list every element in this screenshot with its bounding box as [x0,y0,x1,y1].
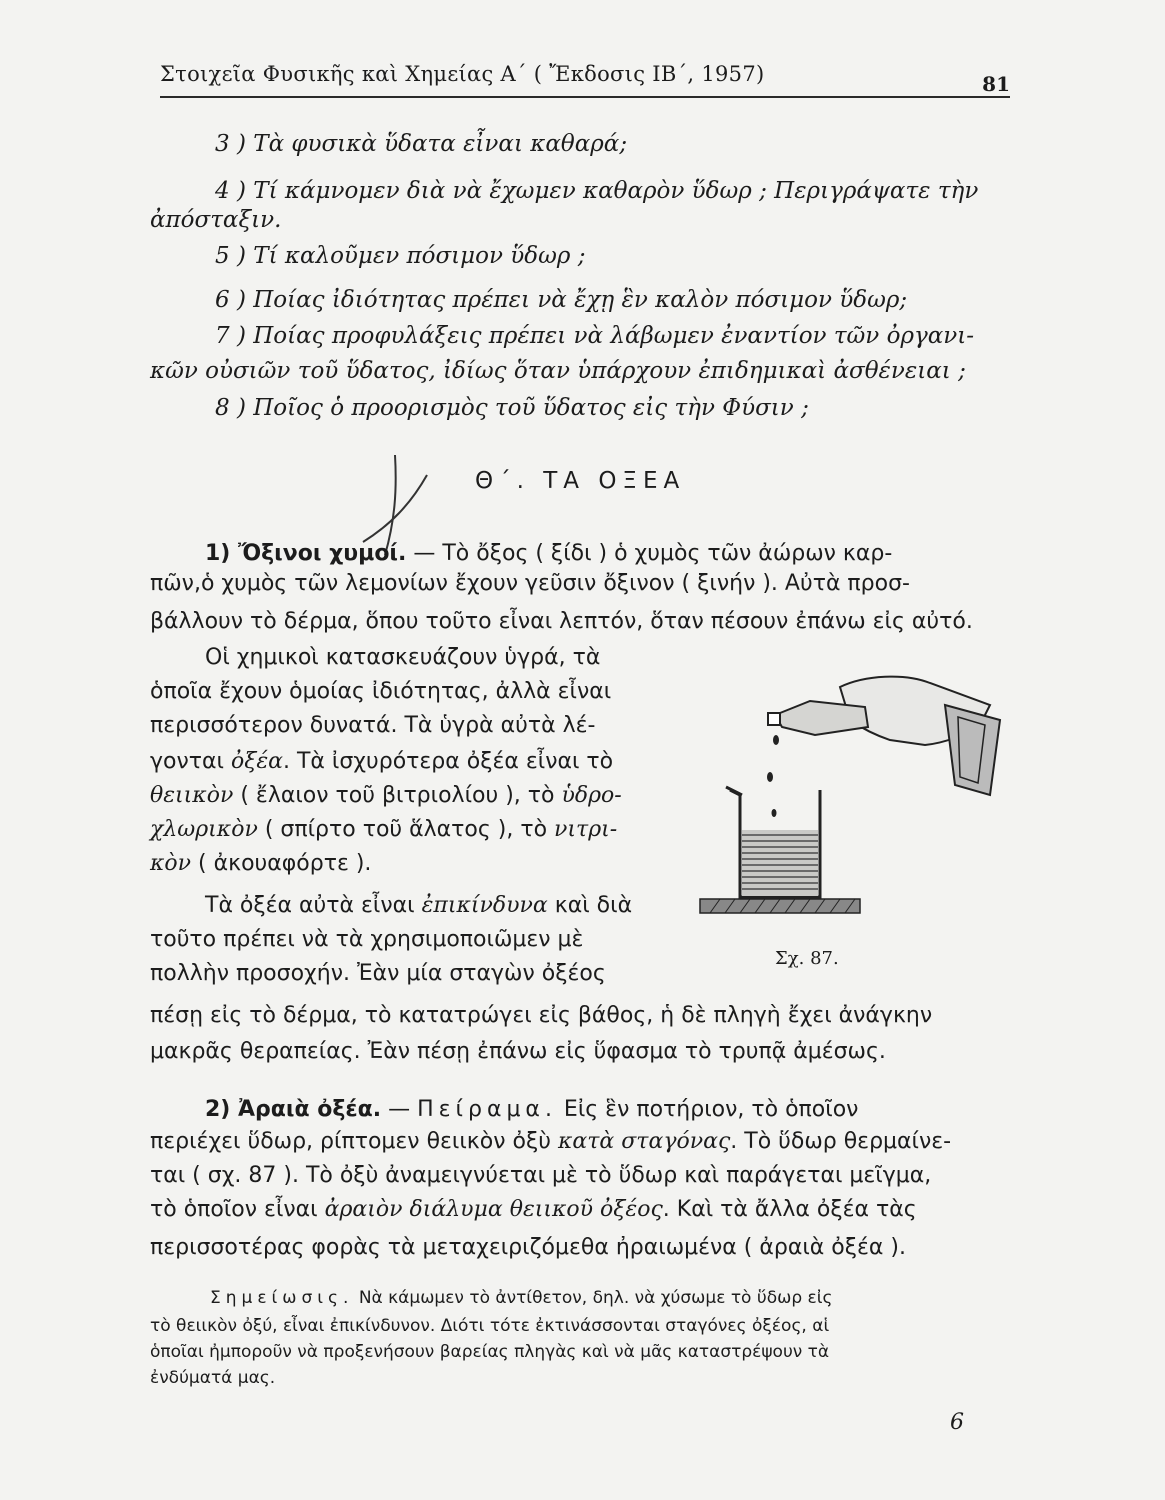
s2-line-3: ται ( σχ. 87 ). Τὸ ὀξὺ ἀναμειγνύεται μὲ τὸ ὕδωρ καὶ παράγεται μεῖγμα, [150,1163,932,1188]
section-title: Θ΄. ΤΑ ΟΞΕΑ [475,468,686,494]
s1-line-9: χλωρικὸν ( σπίρτο τοῦ ἅλατος ), τὸ νιτρι- [150,817,618,842]
s1-line-11: Τὰ ὀξέα αὐτὰ εἶναι ἐπικίνδυνα καὶ διὰ [205,893,633,918]
note-label: Σημείωσις. [210,1288,354,1308]
s1-line-15: μακρᾶς θεραπείας. Ἐὰν πέσῃ ἐπάνω εἰς ὕφασμα τὸ τρυπᾷ ἀμέσως. [150,1039,886,1064]
s1-line-13: πολλὴν προσοχήν. Ἐὰν μία σταγὼν ὀξέος [150,961,606,986]
note-line-4: ἐνδύματά μας. [150,1368,276,1388]
s2-line-2: περιέχει ὕδωρ, ρίπτομεν θειικὸν ὀξὺ κατὰ σταγόνας. Τὸ ὕδωρ θερμαίνε- [150,1129,952,1154]
s1-line-1: 1) Ὄξινοι χυμοί. — Τὸ ὄξος ( ξίδι ) ὁ χυμὸς τῶν ἀώρων καρ- [205,541,893,566]
s2-line-4: τὸ ὁποῖον εἶναι ἀραιὸν διάλυμα θειικοῦ ὀξέος. Καὶ τὰ ἄλλα ὀξέα τὰς [150,1197,917,1222]
header-rule [160,96,1010,98]
question-7: 7 ) Ποίας προφυλάξεις πρέπει νὰ λάβωμεν ἐναντίον τῶν ὀργανι- [215,323,975,349]
s2-line-1: 2) Ἀραιὰ ὀξέα. — Πείραμα. Εἰς ἓν ποτήριον, τὸ ὁποῖον [205,1097,859,1122]
note-line-2: τὸ θειικὸν ὀξύ, εἶναι ἐπικίνδυνον. Διότι τότε ἐκτινάσσονται σταγόνες ὀξέος, αἱ [150,1316,830,1336]
question-4: 4 ) Τί κάμνομεν διὰ νὰ ἔχωμεν καθαρὸν ὕδωρ ; Περιγράψατε τὴν [215,178,979,204]
page-number: 81 [982,72,1010,96]
s1-line-10: κὸν ( ἀκουαφόρτε ). [150,851,372,876]
question-4-cont: ἀπόσταξιν. [150,207,282,233]
s1-line-7: γονται ὀξέα. Τὰ ἰσχυρότερα ὀξέα εἶναι τὸ [150,749,614,774]
note-line-1: Σημείωσις. Νὰ κάμωμεν τὸ ἀντίθετον, δηλ. νὰ χύσωμε τὸ ὕδωρ εἰς [210,1288,833,1308]
question-6: 6 ) Ποίας ἰδιότητας πρέπει νὰ ἔχῃ ἓν καλὸν πόσιμον ὕδωρ; [215,287,908,313]
note-line-3: ὁποῖαι ἠμποροῦν νὰ προξενήσουν βαρείας πληγὰς καὶ νὰ μᾶς καταστρέψουν τὰ [150,1342,830,1362]
s2-heading: 2) Ἀραιὰ ὀξέα. [205,1097,382,1122]
question-7-cont: κῶν οὐσιῶν τοῦ ὕδατος, ἰδίως ὅταν ὑπάρχουν ἐπιδημικαὶ ἀσθένειαι ; [150,358,966,384]
signature-mark: 6 [950,1410,964,1435]
question-8: 8 ) Ποῖος ὁ προορισμὸς τοῦ ὕδατος εἰς τὴν Φύσιν ; [215,395,809,421]
s1-line-14: πέσῃ εἰς τὸ δέρμα, τὸ κατατρώγει εἰς βάθος, ἡ δὲ πληγὴ ἔχει ἀνάγκην [150,1003,933,1028]
s1-line-12: τοῦτο πρέπει νὰ τὰ χρησιμοποιῶμεν μὲ [150,927,584,952]
question-3: 3 ) Τὰ φυσικὰ ὕδατα εἶναι καθαρά; [215,131,628,157]
s1-line-5: ὁποῖα ἔχουν ὁμοίας ἰδιότητας, ἀλλὰ εἶναι [150,679,612,704]
s1-heading: 1) Ὄξινοι χυμοί. [205,541,407,566]
figure-caption: Σχ. 87. [775,948,839,969]
question-5: 5 ) Τί καλοῦμεν πόσιμον ὕδωρ ; [215,243,586,269]
s1-line-2: πῶν,ὁ χυμὸς τῶν λεμονίων ἔχουν γεῦσιν ὄξινον ( ξινήν ). Αὐτὰ προσ- [150,571,910,596]
s1-line-8: θειικὸν ( ἔλαιον τοῦ βιτριολίου ), τὸ ὑδρο- [150,783,622,808]
beaker-acid-illustration [690,665,1010,935]
running-header [160,62,1010,98]
s1-line-3: βάλλουν τὸ δέρμα, ὅπου τοῦτο εἶναι λεπτόν, ὅταν πέσουν ἐπάνω εἰς αὐτό. [150,609,973,634]
s1-line-6: περισσότερον δυνατά. Τὰ ὑγρὰ αὐτὰ λέ- [150,713,596,738]
running-title: Στοιχεῖα Φυσικῆς καὶ Χημείας Α΄ ( Ἔκδοσις ΙΒ΄, 1957) [160,62,765,86]
s2-line-5: περισσοτέρας φορὰς τὰ μεταχειριζόμεθα ἠραιωμένα ( ἀραιὰ ὀξέα ). [150,1235,906,1260]
s1-line-4: Οἱ χημικοὶ κατασκευάζουν ὑγρά, τὰ [205,645,601,670]
